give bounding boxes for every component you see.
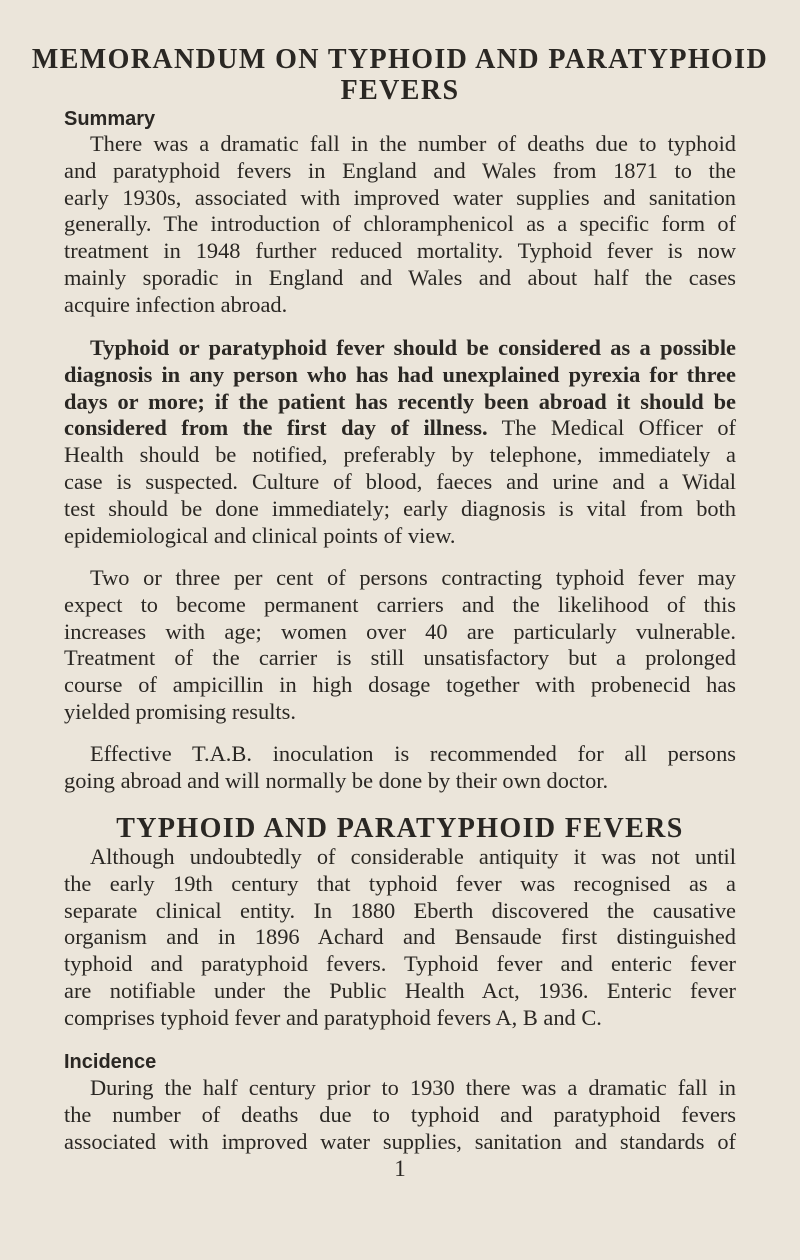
text-line: increases with age; women over 40 are particularly vulnerable. [64,618,736,644]
text-line: separate clinical entity. In 1880 Eberth discovered the causative [64,897,736,923]
text-line: case is suspected. Culture of blood, faeces and urine and a Widal [64,468,736,494]
text-line: the number of deaths due to typhoid and paratyphoid fevers [64,1101,736,1127]
text-line: mainly sporadic in England and Wales and about half the cases [64,264,736,290]
text-line: There was a dramatic fall in the number of deaths due to typhoid [90,131,736,156]
summary-paragraph-3 [64,565,736,726]
text-line: Although undoubtedly of considerable antiquity it was not until [90,844,736,869]
section-paragraph [64,844,736,1032]
text-line: comprises typhoid fever and paratyphoid fevers A, B and C. [64,1004,602,1030]
summary-paragraph-1 [64,131,736,319]
text-line: expect to become permanent carriers and the likelihood of this [64,591,736,617]
text-line: Effective T.A.B. inoculation is recommended for all persons [90,741,736,766]
bold-text-line: diagnosis in any person who has had unexplained pyrexia for three [64,361,736,387]
text-line: associated with improved water supplies, sanitation and standards of [64,1128,736,1154]
text-line: going abroad and will normally be done by their own doctor. [64,767,609,793]
text-line: organism and in 1896 Achard and Bensaude first distinguished [64,924,736,950]
text-line: are notifiable under the Public Health Act, 1936. Enteric fever [64,977,736,1003]
text-line: yielded promising results. [64,698,296,724]
text-line: treatment in 1948 further reduced mortality. Typhoid fever is now [64,238,736,264]
text-line: generally. The introduction of chloramphenicol as a specific form of [64,211,736,237]
bold-text-run: considered from the first day of illness. [64,415,488,441]
summary-heading: Summary [64,108,156,130]
text-line: Treatment of the carrier is still unsatisfactory but a prolonged [64,645,736,671]
text-run: The Medical Officer of [501,415,736,441]
text-line: acquire infection abroad. [64,291,288,317]
section-title: TYPHOID AND PARATYPHOID FEVERS [116,813,684,844]
document-title-line2: FEVERS [340,75,460,106]
document-title-line1: MEMORANDUM ON TYPHOID AND PARATYPHOID [31,44,769,75]
text-line: course of ampicillin in high dosage together with probenecid has [64,672,736,698]
mixed-text-line [64,415,736,442]
text-line: Health should be notified, preferably by telephone, immediately a [64,442,736,468]
text-line: test should be done immediately; early diagnosis is vital from both [64,495,736,521]
incidence-heading: Incidence [64,1051,157,1073]
text-line: Two or three per cent of persons contracting typhoid fever may [90,565,736,590]
text-line: and paratyphoid fevers in England and Wales from 1871 to the [64,157,736,183]
text-line: early 1930s, associated with improved water supplies and sanitation [64,184,736,210]
summary-paragraph-4 [64,741,736,795]
bold-text-line: days or more; if the patient has recently been abroad it should be [64,388,736,414]
text-line: During the half century prior to 1930 there was a dramatic fall in [90,1075,736,1100]
page-number: 1 [394,1156,406,1181]
text-line: typhoid and paratyphoid fevers. Typhoid fever and enteric fever [64,951,736,977]
incidence-paragraph [64,1075,736,1155]
text-line: the early 19th century that typhoid fever was recognised as a [64,870,736,896]
bold-text-line: Typhoid or paratyphoid fever should be considered as a possible [90,335,736,360]
summary-paragraph-2 [64,335,736,549]
text-line: epidemiological and clinical points of view. [64,522,456,548]
